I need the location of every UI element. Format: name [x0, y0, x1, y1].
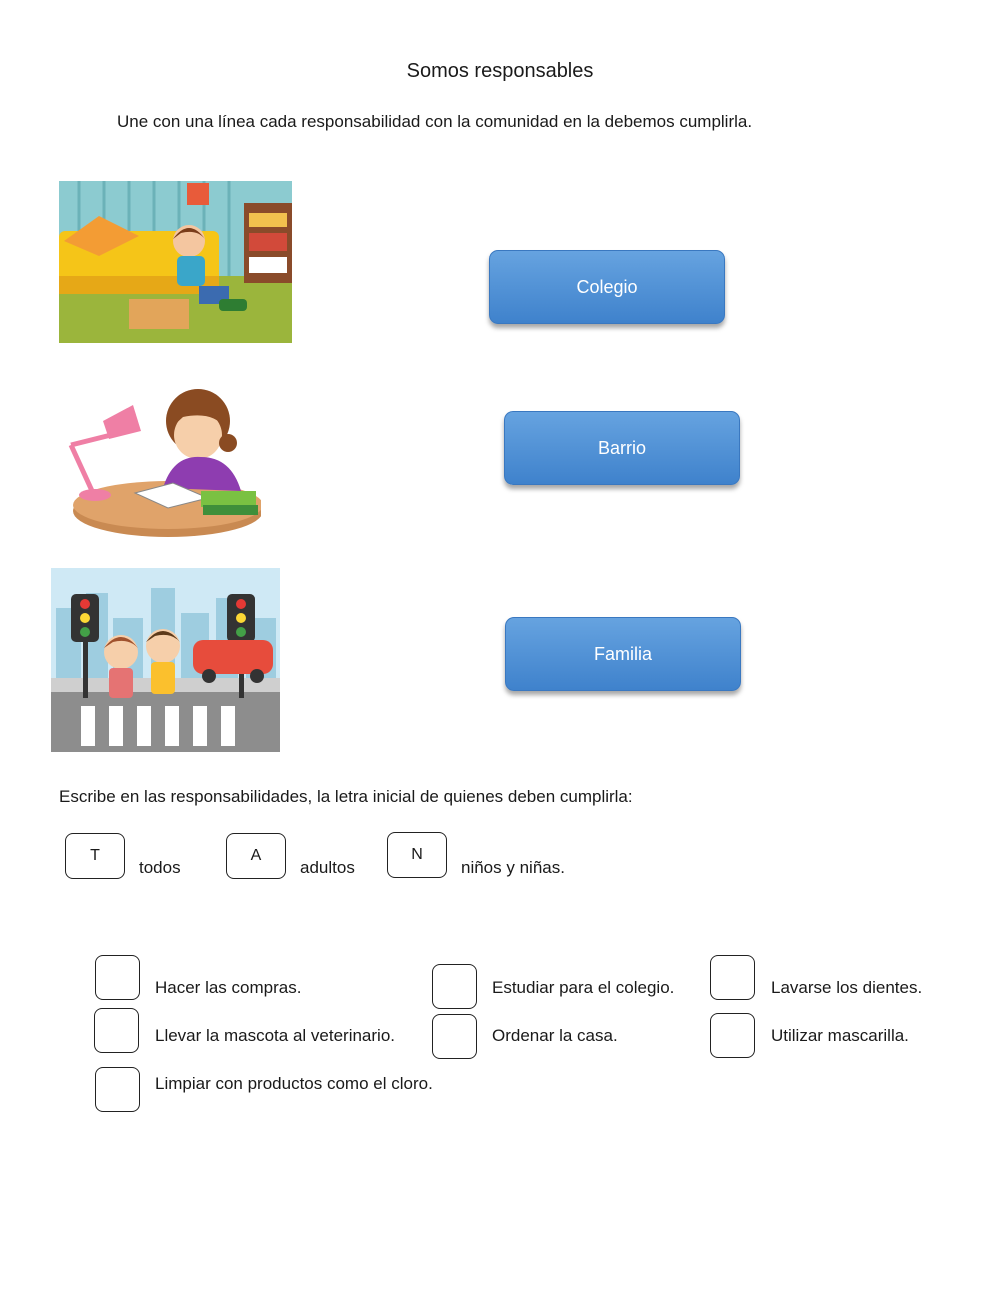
match-button-familia[interactable]: Familia	[505, 617, 741, 691]
key-label-ninos: niños y niñas.	[461, 858, 565, 877]
task-label: Limpiar con productos como el cloro.	[155, 1074, 433, 1093]
children-crossing-street-image	[51, 568, 280, 752]
task-label: Llevar la mascota al veterinario.	[155, 1026, 396, 1045]
answer-box[interactable]	[94, 1008, 139, 1053]
girl-studying-image	[63, 373, 261, 541]
answer-box[interactable]	[95, 1067, 140, 1112]
task-label: Ordenar la casa.	[492, 1026, 618, 1045]
key-label-todos: todos	[139, 858, 181, 877]
answer-box[interactable]	[710, 1013, 755, 1058]
match-button-barrio[interactable]: Barrio	[504, 411, 740, 485]
key-box-adultos: A	[226, 833, 286, 879]
answer-box[interactable]	[432, 964, 477, 1009]
child-tidying-room-image	[59, 181, 292, 343]
task-label: Lavarse los dientes.	[771, 978, 923, 997]
task-label: Estudiar para el colegio.	[492, 978, 675, 997]
matching-instruction: Une con una línea cada responsabilidad con la comunidad en la debemos cumplirla.	[117, 112, 753, 131]
page-title: Somos responsables	[406, 60, 594, 82]
task-label: Hacer las compras.	[155, 978, 302, 997]
answer-box[interactable]	[710, 955, 755, 1000]
match-button-colegio[interactable]: Colegio	[489, 250, 725, 324]
key-label-adultos: adultos	[300, 858, 355, 877]
key-box-ninos: N	[387, 832, 447, 878]
letters-instruction: Escribe en las responsabilidades, la letra inicial de quienes deben cumplirla:	[59, 787, 633, 806]
key-box-todos: T	[65, 833, 125, 879]
answer-box[interactable]	[95, 955, 140, 1000]
task-label: Utilizar mascarilla.	[771, 1026, 909, 1045]
answer-box[interactable]	[432, 1014, 477, 1059]
